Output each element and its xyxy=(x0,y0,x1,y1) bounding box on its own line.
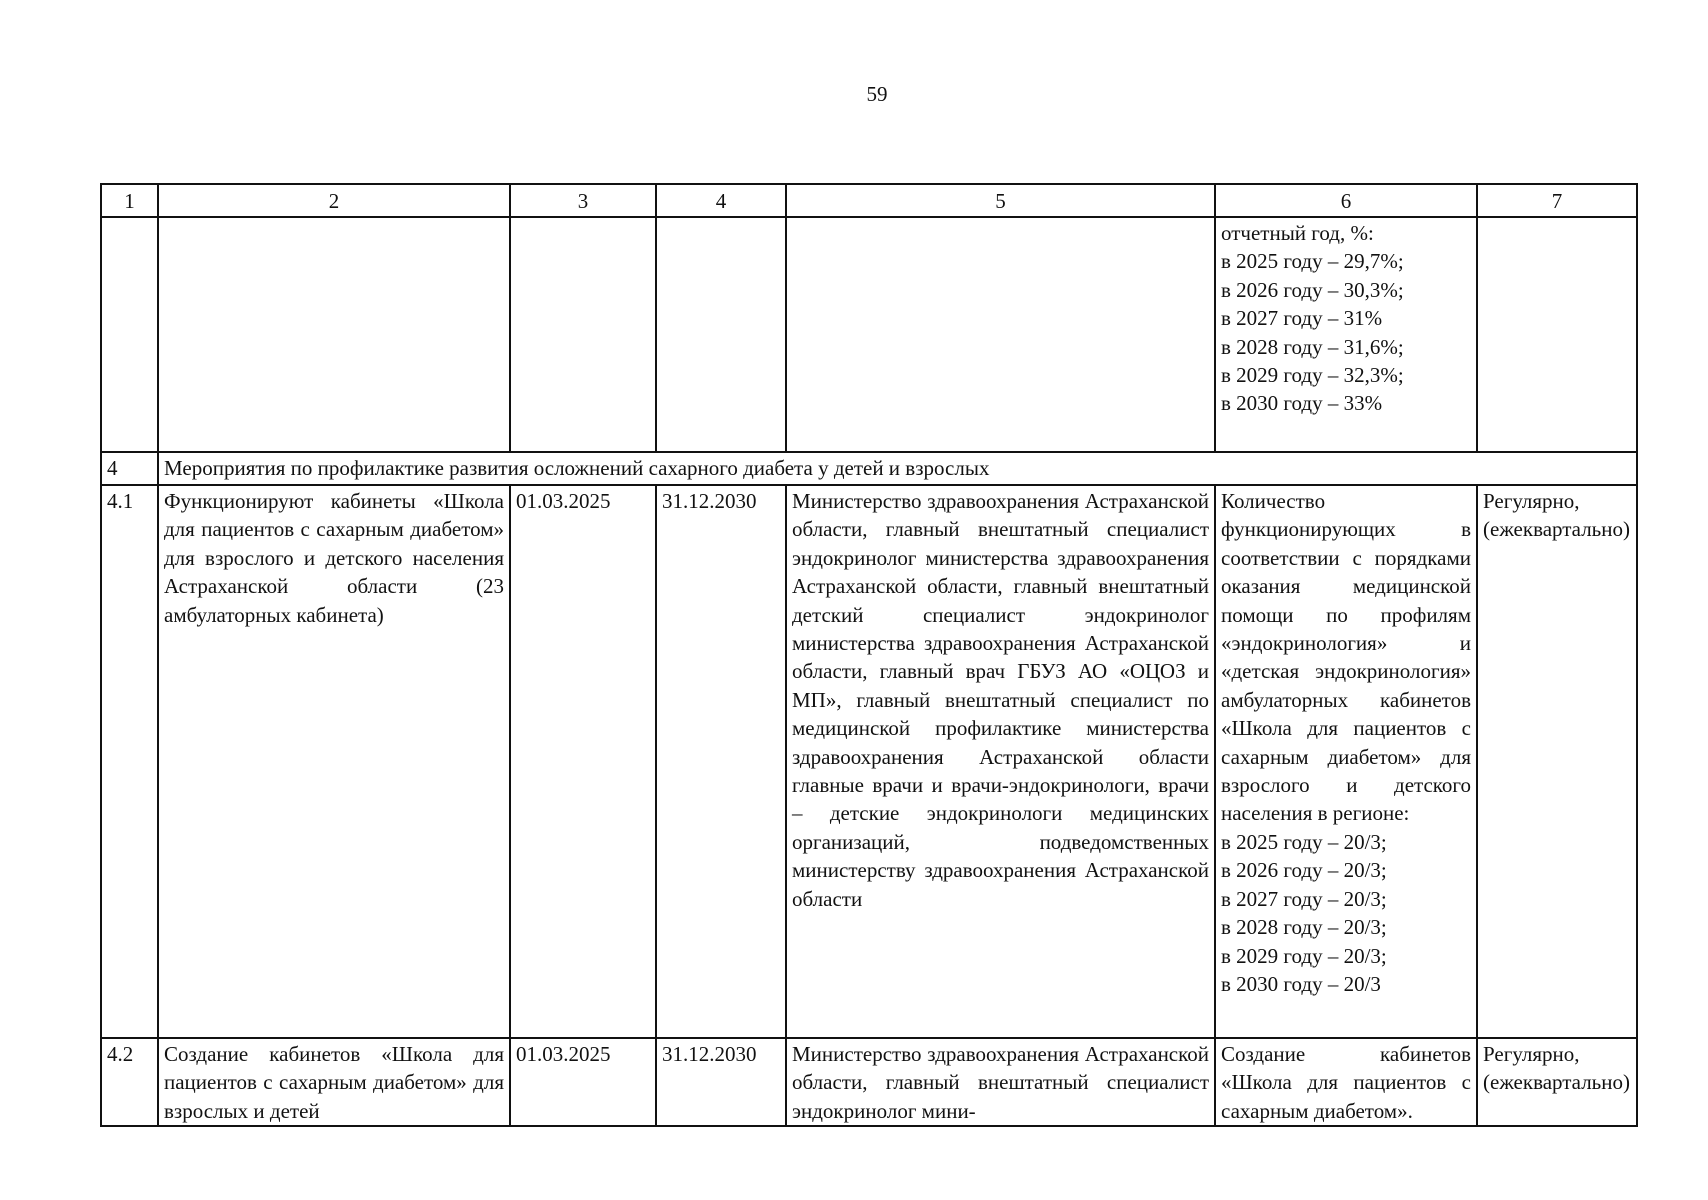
indicator-line: в 2027 году – 31% xyxy=(1221,306,1383,331)
column-header: 4 xyxy=(656,184,786,217)
column-number-header xyxy=(101,184,1637,217)
end-date-cell: 31.12.2030 xyxy=(656,485,786,1038)
section-row xyxy=(101,452,1637,485)
column-header: 1 xyxy=(101,184,158,217)
activity-plan-table xyxy=(100,183,1638,1127)
column-header: 5 xyxy=(786,184,1215,217)
table-row xyxy=(101,485,1637,1038)
indicator-line: в 2030 году – 33% xyxy=(1221,391,1383,416)
table-cell xyxy=(510,217,656,452)
table-row xyxy=(101,217,1637,452)
table-cell xyxy=(1477,217,1637,452)
indicator-line: в 2029 году – 32,3%; xyxy=(1221,363,1404,388)
indicator-line: в 2027 году – 20/3; xyxy=(1221,886,1387,911)
indicator-line: в 2028 году – 20/3; xyxy=(1221,915,1387,940)
page-number: 59 xyxy=(866,82,888,106)
table-cell xyxy=(158,217,510,452)
indicator-line: в 2025 году – 29,7%; xyxy=(1221,249,1404,274)
activity-cell: Функционируют кабинеты «Школа для пациентов с сахарным диабетом» для взрослого и детского населения Астраханской области (23 амбулаторных кабинета) xyxy=(158,485,510,1038)
responsible-cell: Министерство здравоохранения Астраханской области, главный внештатный специалист эндокринолог министерства здравоохранения Астраханской области, главный внештатный детский специалист эндокринолог министерства здравоохранения Астраханской области, главный врач ГБУЗ АО «ОЦОЗ и МП», главный внештатный специалист по медицинской профилактике министерства здравоохранения Астраханской области главные врачи и врачи-эндокринологи, врачи – детские эндокринологи медицинских организаций, подведомственных министерству здравоохранения Астраханской области xyxy=(786,485,1215,1038)
indicator-line: в 2026 году – 30,3%; xyxy=(1221,277,1404,302)
frequency-cell: Регулярно, (ежеквартально) xyxy=(1477,1038,1637,1126)
section-title: Мероприятия по профилактике развития осложнений сахарного диабета у детей и взрослых xyxy=(158,452,1637,485)
indicator-cell xyxy=(1215,485,1477,1038)
indicator-line: в 2029 году – 20/3; xyxy=(1221,943,1387,968)
row-number: 4.1 xyxy=(101,485,158,1038)
column-header: 3 xyxy=(510,184,656,217)
indicator-line: в 2030 году – 20/3 xyxy=(1221,971,1381,996)
indicator-line: в 2028 году – 31,6%; xyxy=(1221,334,1404,359)
section-number: 4 xyxy=(101,452,158,485)
start-date-cell: 01.03.2025 xyxy=(510,1038,656,1126)
indicator-text: Количество функционирующих в соответствии с порядками оказания медицинской помощи по профилям «эндокринология» и «детская эндокринология» амбулаторных кабинетов «Школа для пациентов с сахарным диабетом» для взрослого и детского населения в регионе: xyxy=(1221,489,1471,826)
activity-cell: Создание кабинетов «Школа для пациентов с сахарным диабетом» для взрослых и детей xyxy=(158,1038,510,1126)
table-cell xyxy=(786,217,1215,452)
indicator-line: отчетный год, %: xyxy=(1221,221,1374,245)
indicator-cell: Создание кабинетов «Школа для пациентов с сахарным диабетом». xyxy=(1215,1038,1477,1126)
column-header: 6 xyxy=(1215,184,1477,217)
frequency-cell: Регулярно, (ежеквартально) xyxy=(1477,485,1637,1038)
start-date-cell: 01.03.2025 xyxy=(510,485,656,1038)
row-number: 4.2 xyxy=(101,1038,158,1126)
table-row xyxy=(101,1038,1637,1126)
responsible-cell: Министерство здравоохранения Астраханской области, главный внештатный специалист эндокринолог мини- xyxy=(786,1038,1215,1126)
indicator-cell xyxy=(1215,217,1477,452)
column-header: 2 xyxy=(158,184,510,217)
table-cell xyxy=(656,217,786,452)
indicator-line: в 2026 году – 20/3; xyxy=(1221,858,1387,883)
indicator-line: в 2025 году – 20/3; xyxy=(1221,829,1387,854)
column-header: 7 xyxy=(1477,184,1637,217)
table-cell xyxy=(101,217,158,452)
end-date-cell: 31.12.2030 xyxy=(656,1038,786,1126)
